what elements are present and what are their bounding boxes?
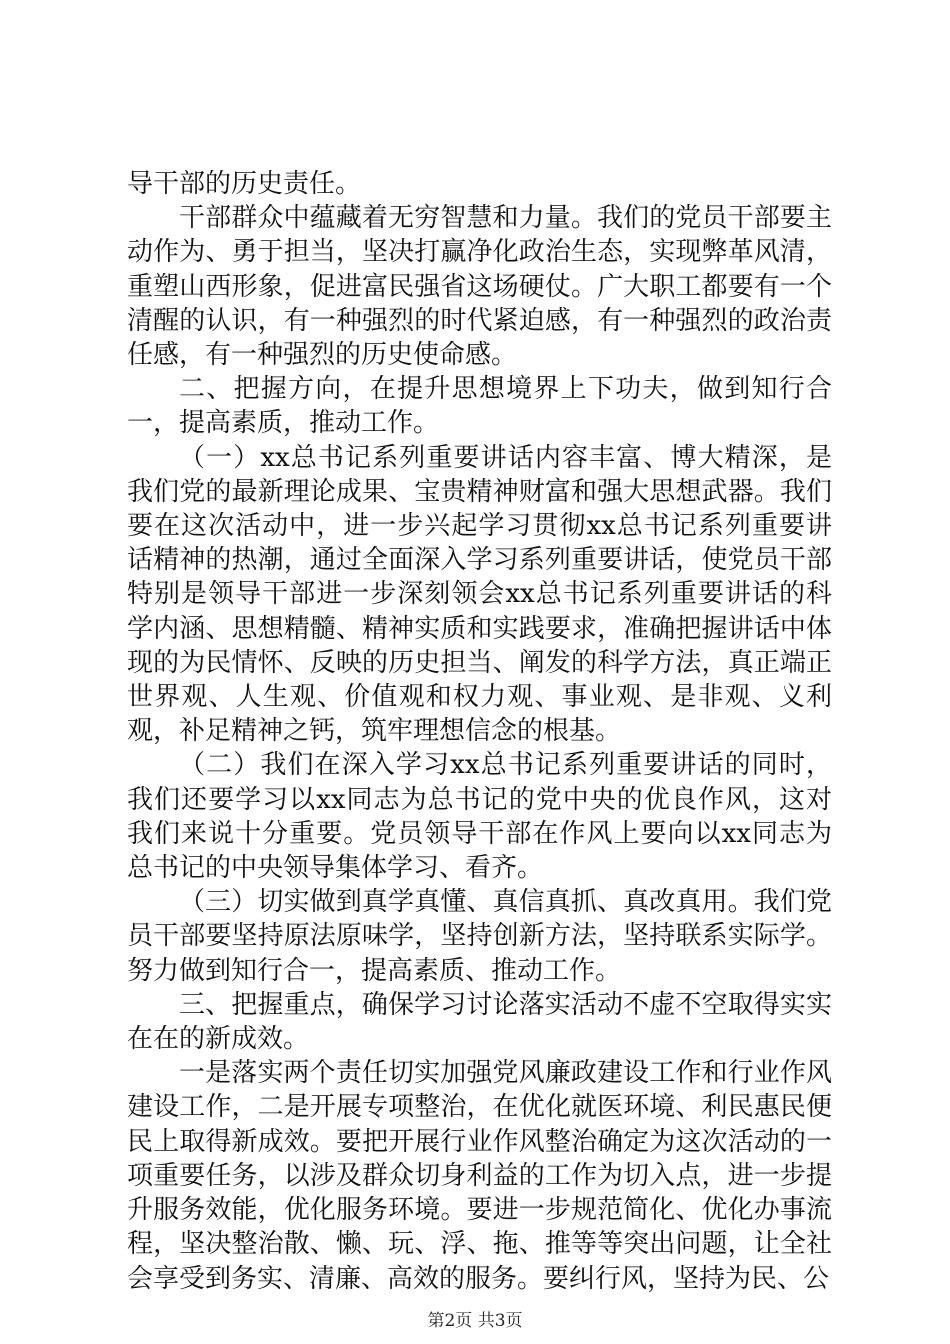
paragraph-cadre-masses: 干部群众中蕴藏着无穷智慧和力量。我们的党员干部要主动作为、勇于担当，坚决打赢净化政治生态，实现弊革风清，重塑山西形象，促进富民强省这场硬仗。广大职工都要有一个清醒的认识，有一种强烈的时代紧迫感，有一种强烈的政治责任感，有一种强烈的历史使命感。: [127, 203, 832, 371]
paragraph-item-two: （二）我们在深入学习xx总书记系列重要讲话的同时，我们还要学习以xx同志为总书记的党中央的优良作风，这对我们来说十分重要。党员领导干部在作风上要向以xx同志为总书记的中央领导集体学习、看齐。: [127, 750, 832, 884]
section-heading-three: 三、把握重点，确保学习讨论落实活动不虚不空取得实实在在的新成效。: [127, 989, 832, 1055]
paragraph-item-three: （三）切实做到真学真懂、真信真抓、真改真用。我们党员干部要坚持原法原味学，坚持创新方法，坚持联系实际学。努力做到知行合一，提高素质、推动工作。: [127, 887, 832, 986]
document-body: [127, 167, 832, 1296]
section-heading-two: 二、把握方向，在提升思想境界上下功夫，做到知行合一，提高素质，推动工作。: [127, 374, 832, 439]
paragraph-responsibilities: 一是落实两个责任切实加强党风廉政建设工作和行业作风建设工作，二是开展专项整治，在优化就医环境、利民惠民便民上取得新成效。要把开展行业作风整治确定为这次活动的一项重要任务，以涉及群众切身利益的工作为切入点，进一步提升服务效能，优化服务环境。要进一步规范简化、优化办事流程，坚决整治散、懒、玩、浮、拖、推等等突出问题，让全社会享受到务实、清廉、高效的服务。要纠行风，坚持为民、公: [127, 1058, 832, 1294]
paragraph-item-one: （一）xx总书记系列重要讲话内容丰富、博大精深，是我们党的最新理论成果、宝贵精神财富和强大思想武器。我们要在这次活动中，进一步兴起学习贯彻xx总书记系列重要讲话精神的热潮，通过全面深入学习系列重要讲话，使党员干部特别是领导干部进一步深刻领会xx总书记系列重要讲话的科学内涵、思想精髓、精神实质和实践要求，准确把握讲话中体现的为民情怀、反映的历史担当、阐发的科学方法，真正端正世界观、人生观、价值观和权力观、事业观、是非观、义利观，补足精神之钙，筑牢理想信念的根基。: [127, 442, 832, 747]
page-number-footer: 第2页 共3页: [427, 1311, 523, 1331]
paragraph-continuation: 导干部的历史责任。: [127, 169, 362, 199]
